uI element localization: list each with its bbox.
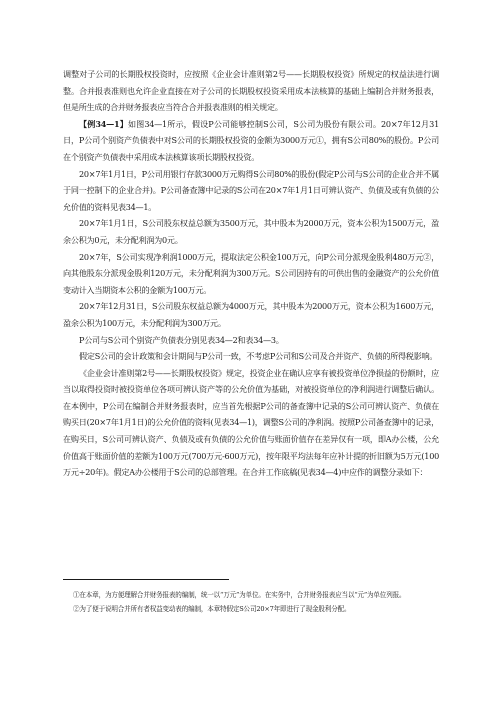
footnotes — [63, 588, 439, 616]
equity-start-paragraph: 20×7年1月1日，S公司股东权益总额为3500万元，其中股本为2000万元，资本公积为1500万元，盈余公积为0元，未分配利润为0元。 — [63, 218, 439, 245]
footnote-divider — [63, 579, 229, 580]
document-body — [63, 66, 439, 481]
assumption-paragraph: 假定S公司的会计政策和会计期间与P公司一致，不考虑P公司和S公司及合并资产、负债的所得税影响。 — [79, 351, 438, 362]
footnote-1: ①在本章，为方便理解合并财务报表的编制，统一以“万元”为单位。在实务中，合并财务报表应当以“元”为单位列报。 — [73, 591, 406, 599]
equity-end-paragraph: 20×7年12月31日，S公司股东权益总额为4000万元，其中股本为2000万元，资本公积为1600万元，盈余公积为100万元，未分配利润为300万元。 — [63, 301, 439, 328]
example-paragraph — [63, 116, 439, 166]
example-label: 【例34—1】 — [79, 118, 128, 129]
purchase-paragraph: 20×7年1月1日，P公司用银行存款3000万元购得S公司80%的股份(假定P公司与S公司的企业合并不属于同一控制下的企业合并)。P公司备查簿中记录的S公司在20×7年1月1日可辨认资产、负债及或有负债的公允价值的资料见表34—1。 — [63, 168, 439, 212]
standard-paragraph: 《企业会计准则第2号——长期股权投资》规定，投资企业在确认应享有被投资单位净损益的份额时，应当以取得投资时被投资单位各项可辨认资产等的公允价值为基础，对被投资单位的净利润进行调整后确认。在本例中，P公司在编制合并财务报表时，应当首先根据P公司的备查簿中记录的S公司可辨认资产、负债在购买日(20×7年1月1日)的公允价值的资料(见表34—1)，调整S公司的净利润。按照P公司备查簿中的记录，在购买日，S公司可辨认资产、负债及或有负债的公允价值与账面价值存在差异仅有一项，即A办公楼，公允价值高于账面价值的差额为100万元(700万元-600万元)，按年限平均法每年应补计提的折旧额为5万元(100万元÷20年)。假定A办公楼用于S公司的总部管理。在合并工作底稿(见表34—4)中应作的调整分录如下： — [63, 367, 439, 478]
example-text: 如图34—1所示，假设P公司能够控制S公司，S公司为股份有限公司。20×7年12月31日，P公司个别资产负债表中对S公司的长期股权投资的金额为3000万元①，拥有S公司80%的股份。P公司在个别资产负债表中采用成本法核算该项长期股权投资。 — [63, 118, 439, 162]
intro-paragraph: 调整对子公司的长期股权投资时，应按照《企业会计准则第2号——长期股权投资》所规定的权益法进行调整。合并报表准则也允许企业直接在对子公司的长期股权投资采用成本法核算的基础上编制合并财务报表，但是所生成的合并财务报表应当符合合并报表准则的相关规定。 — [63, 69, 439, 113]
net-profit-paragraph: 20×7年，S公司实现净利润1000万元，提取法定公积金100万元，向P公司分派现金股利480万元②，向其他股东分派现金股利120万元，未分配利润为300万元。S公司因持有的可供出售的金融资产的公允价值变动计入当期资本公积的金额为100万元。 — [63, 251, 439, 295]
footnote-2: ②为了便于说明合并所有者权益变动表的编制，本章特假定S公司20×7年即进行了现金股利分配。 — [73, 605, 351, 613]
table-reference-paragraph: P公司与S公司个别资产负债表分别见表34—2和表34—3。 — [79, 334, 284, 345]
